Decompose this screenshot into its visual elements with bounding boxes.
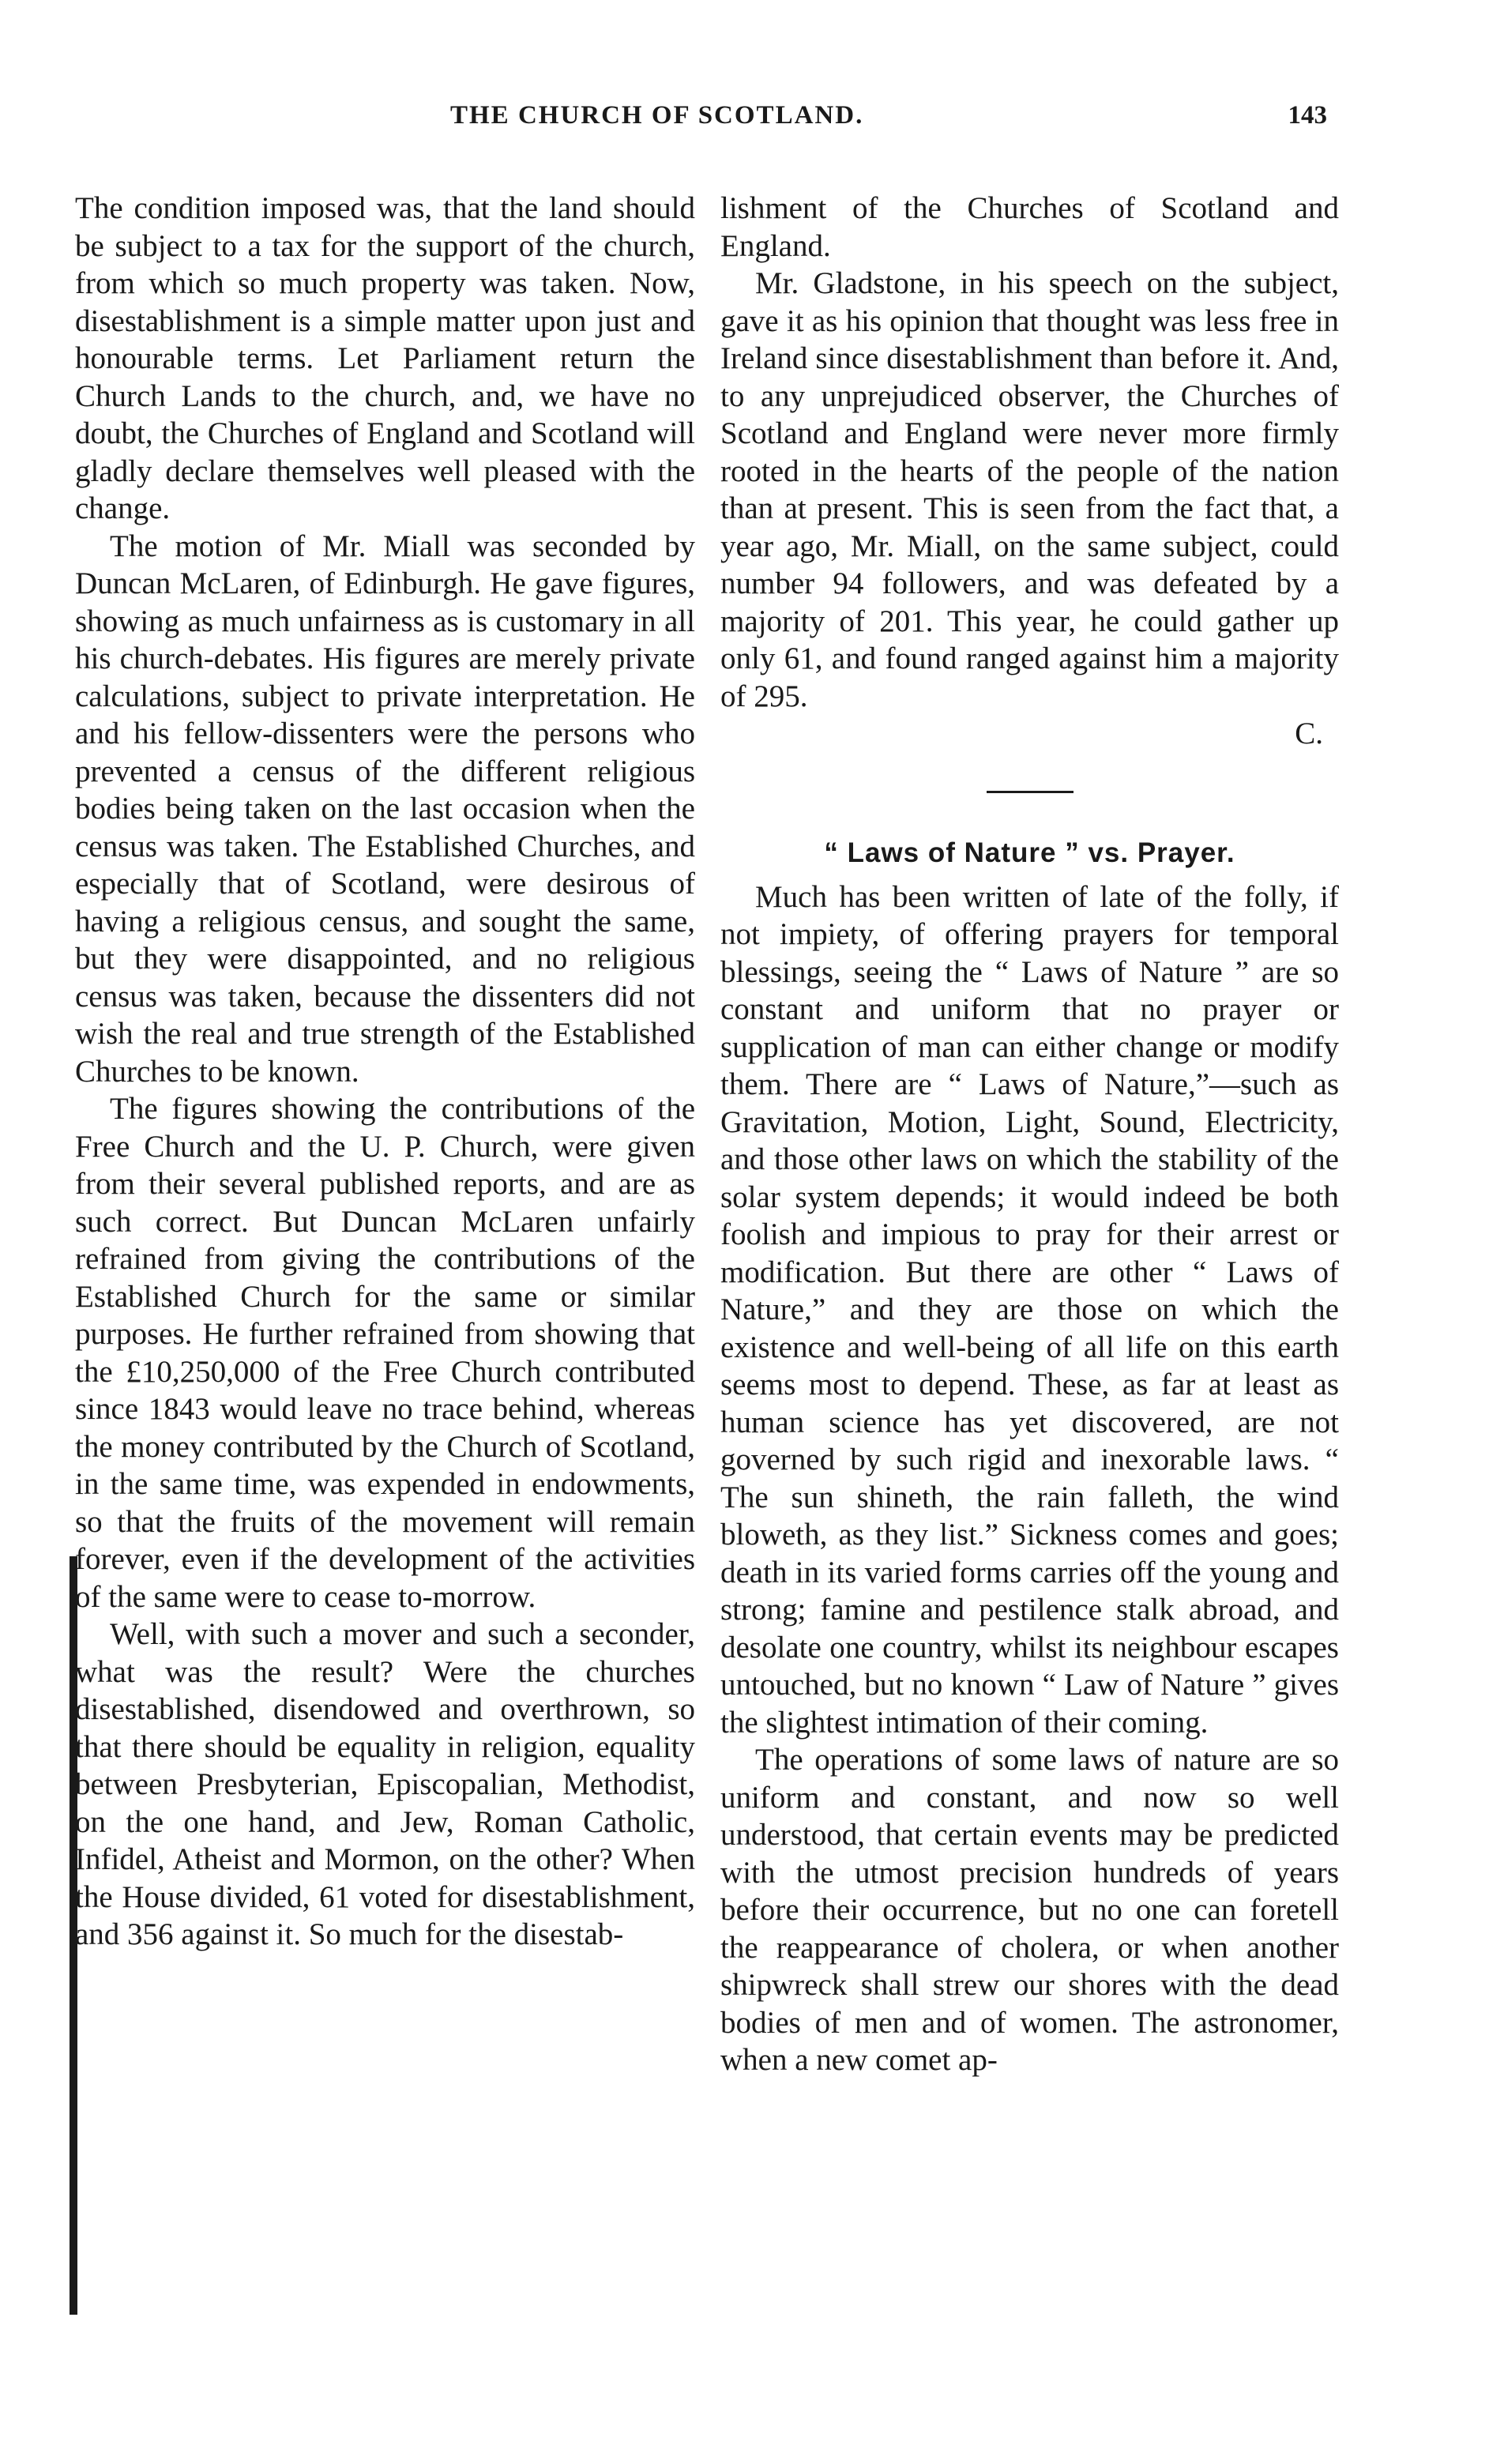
- paragraph: The operations of some laws of nature are so uniform and constant, and now so well understood, that certain events may be predicted with the utmost precision hundreds of years before their occurrence, but no one can foretell the reappearance of cholera, or when another shipwreck shall strew our shores with the dead bodies of men and of women. The astronomer, when a new comet ap-: [720, 1743, 1339, 2077]
- paragraph: Well, with such a mover and such a seconder, what was the result? Were the churches disestablished, disendowed and overthrown, so that there should be equality in religion, equality between Presbyterian, Episcopalian, Methodist, on the one hand, and Jew, Roman Catholic, Infidel, Atheist and Mormon, on the other? When the House divided, 61 voted for disestablishment, and 356 against it. So much for the disestab-: [75, 1617, 695, 1951]
- paragraph: The condition imposed was, that the land should be subject to a tax for the support of the church, from which so much property was taken. Now, disestablishment is a simple matter upon just and honourable terms. Let Parliament return the Church Lands to the church, and, we have no doubt, the Churches of England and Scotland will gladly declare themselves well pleased with the change.: [75, 191, 695, 525]
- right-column: [720, 190, 1339, 2417]
- running-title: THE CHURCH OF SCOTLAND.: [450, 101, 864, 130]
- paragraph: Mr. Gladstone, in his speech on the subject, gave it as his opinion that thought was less free in Ireland since disestablishment than before it. And, to any unprejudiced observer, the Churches of Scotland and England were never more firmly rooted in the hearts of the people of the nation than at present. This is seen from the fact that, a year ago, Mr. Miall, on the same subject, could number 94 followers, and was defeated by a majority of 201. This year, he could gather up only 61, and found ranged against him a majority of 295.: [720, 266, 1339, 713]
- page-number: 143: [1288, 101, 1327, 130]
- paragraph: The motion of Mr. Miall was seconded by Duncan McLaren, of Edinburgh. He gave figures, showing as much unfairness as is customary in all his church-debates. His figures are merely private calculations, subject to private interpretation. He and his fellow-dissenters were the persons who prevented a census of the different religious bodies being taken on the last occasion when the census was taken. The Established Churches, and especially that of Scotland, were desirous of having a religious census, and sought the same, but they were disappointed, and no religious census was taken, because the dissenters did not wish the real and true strength of the Established Churches to be known.: [75, 529, 695, 1089]
- paragraph: Much has been written of late of the folly, if not impiety, of offering prayers for temporal blessings, seeing the “ Laws of Nature ” are so constant and uniform that no prayer or supplication of man can either change or modify them. There are “ Laws of Nature,”—such as Gravitation, Motion, Light, Sound, Electricity, and those other laws on which the stability of the solar system depends; it would indeed be both foolish and impious to pray for their arrest or modification. But there are other “ Laws of Nature,” and they are those on which the existence and well-being of all life on this earth seems most to depend. These, as far at least as human science has yet discovered, are not governed by such rigid and inexorable laws. “ The sun shineth, the rain falleth, the wind bloweth, as they list.” Sickness comes and goes; death in its varied forms carries off the young and strong; famine and pestilence stalk abroad, and desolate one country, whilst its neighbour escapes untouched, but no known “ Law of Nature ” gives the slightest intimation of their coming.: [720, 879, 1339, 1740]
- section-heading: “ Laws of Nature ” vs. Prayer.: [824, 837, 1235, 868]
- section-divider: [987, 791, 1074, 793]
- paragraph: lishment of the Churches of Scotland and England.: [720, 191, 1339, 263]
- paragraph: The figures showing the contributions of the Free Church and the U. P. Church, were given from their several published reports, and are as such correct. But Duncan McLaren unfairly refrained from giving the contributions of the Established Church for the same or similar purposes. He further refrained from showing that the £10,250,000 of the Free Church contributed since 1843 would leave no trace behind, whereas the money contributed by the Church of Scotland, in the same time, was expended in endowments, so that the fruits of the movement will remain forever, even if the development of the activities of the same were to cease to-morrow.: [75, 1092, 695, 1614]
- page-header: [450, 101, 1327, 149]
- author-signature: C.: [1295, 717, 1323, 750]
- left-column: [75, 190, 695, 2417]
